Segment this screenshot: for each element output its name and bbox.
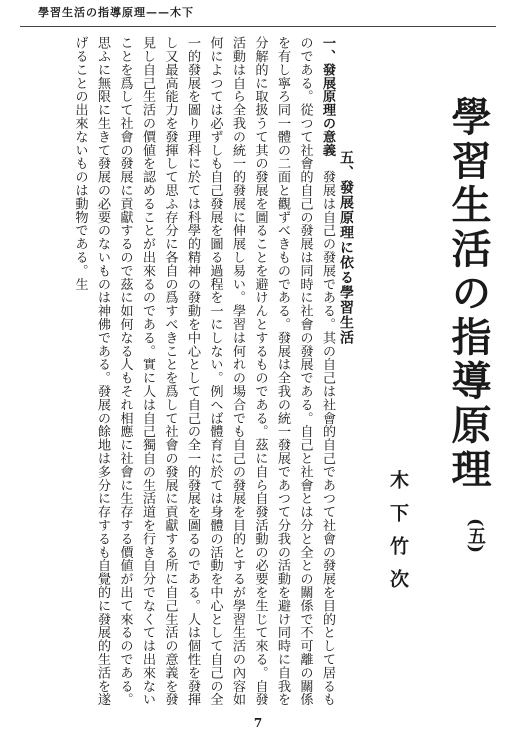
author-name: 木下竹次 (387, 470, 409, 602)
body-text (22, 36, 338, 706)
page-number: 7 (253, 716, 263, 730)
subsection-heading: 一、發展原理の意義 (320, 36, 335, 157)
article-serial-number: (五) (465, 518, 486, 554)
section-heading: 五、發展原理に依る學習生活 (338, 150, 354, 345)
running-header: 學習生活の指導原理——木下 (38, 6, 194, 19)
article-title: 學習生活の指導原理 (445, 96, 492, 492)
body-paragraph: 發展は自己の發展である。其の自己は社會的自己であつて社會の發展を目的として居るものである。從つて社會的自己の發展は同時に社會の發展である。自己と社會とは分と全との關係で不可離の關係を有し寧ろ同一體の二面と觀ずべきものである。發展は全我の統一發展であつて分我の活動を避け同時に自我を分解的に取扱うて其の發展を圖ることを避けんとするものである。茲に自ら自發活動の必要を生じて來る。自發活動は自ら全我の統一的發展に伸展し易い。學習は何れの場合でも自己の發展を目的とするが學習生活の內容如何によつては必ずしも自己發展を圖る過程を一にしない。例へば體育に於ては身體の活動を中心として自己の全一的發展を圖り理科に於ては科學的精神の發動を中心として自己の全一的發展を圖るのである。人は個性を發揮し又最高能力を發揮して思ふ存分に各自の爲すべきことを爲して社會の發展に貢獻する所に自己生活の意義を發見し自己生活の價値を認めることが出來るのである。實に人は自己獨自の生活道を行き自分でなくては出來ないことを爲して社會の發展に貢獻するので茲に如何なる人もそれ相應に社會に生存する價値が出て來るのである。思ふに無限に生きて發展の必要のないものは神佛である。發展の餘地は多分に存するも自覺的に發展的生活を遂げることの出來ないものは動物である。生 (72, 36, 335, 707)
header-rule (20, 26, 496, 27)
